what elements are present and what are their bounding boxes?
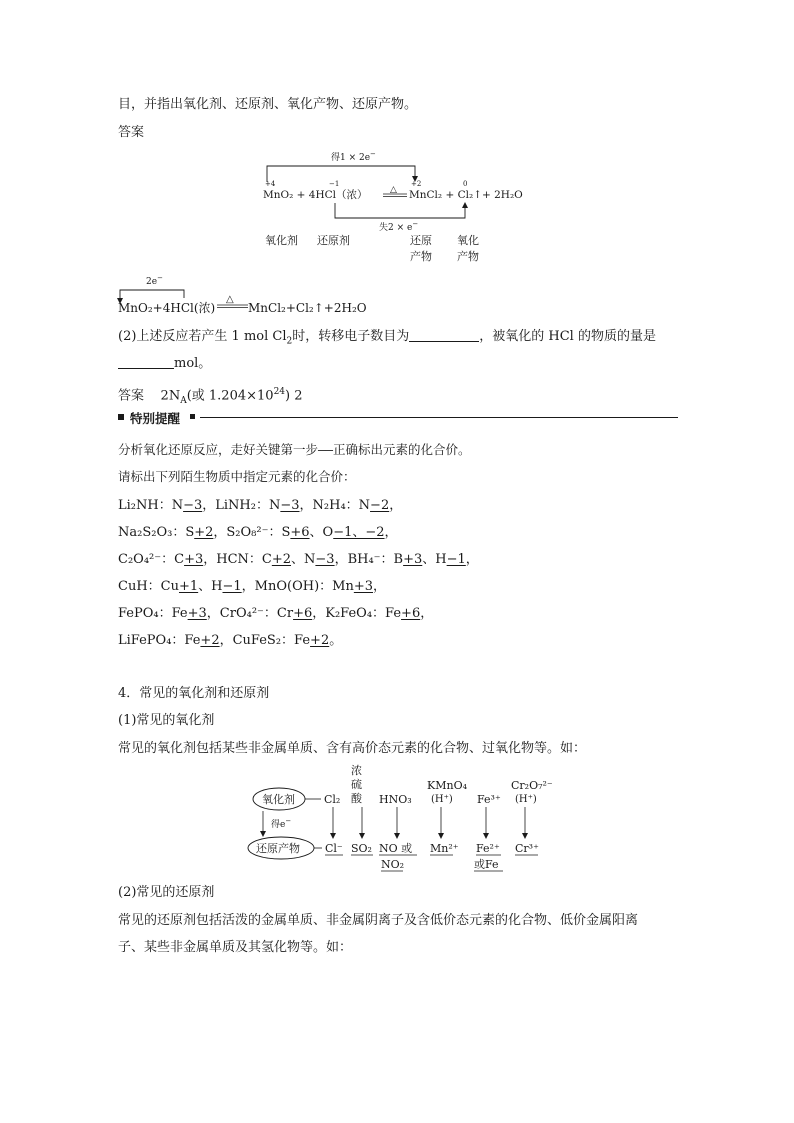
oxidant-diagram: [245, 763, 555, 875]
intro-line: 目，并指出氧化剂、还原剂、氧化产物、还原产物。: [118, 97, 418, 112]
answer-blank-1[interactable]: [409, 328, 479, 342]
role-oxidation-product-1: 氧化: [457, 234, 479, 247]
section-4-desc2a: 常见的还原剂包括活泼的金属单质、非金属阴离子及含低价态元素的化合物、低价金属阳离: [118, 913, 639, 928]
valence-line-1: Li₂NH：N−3，LiNH₂：N−3，N₂H₄：N−2，: [118, 498, 403, 513]
oxidant-conc-2: 硫: [351, 778, 362, 791]
ox-num-cl2: 0: [463, 180, 468, 188]
delta-sign: △: [390, 185, 397, 195]
equation-left: MnO₂ + 4HCl（浓）: [263, 189, 368, 201]
lose-label: 失2 × e−: [379, 220, 419, 233]
ox-num-mn2: +2: [411, 180, 422, 188]
gain-e-label: 得e−: [271, 817, 292, 830]
product-fe: 或Fe: [474, 858, 499, 871]
valence-line-4: CuH：Cu+1、H−1，MnO(OH)：Mn+3，: [118, 579, 387, 594]
reduction-product-label: 还原产物: [256, 842, 300, 855]
eq2-delta: △: [226, 294, 234, 305]
oxidant-conc-1: 浓: [351, 764, 362, 777]
answer-blank-2[interactable]: [118, 355, 174, 369]
valence-line-2: Na₂S₂O₃：S+2，S₂O₈²⁻：S+6、O−1、−2，: [118, 525, 398, 540]
role-reduction-product-1: 还原: [410, 234, 432, 247]
oxidant-conc-3: 酸: [351, 792, 362, 805]
role-oxidation-product-2: 产物: [457, 250, 479, 263]
product-mn2: Mn²⁺: [430, 842, 459, 855]
product-cl-minus: Cl⁻: [325, 842, 343, 855]
valence-line-3: C₂O₄²⁻：C+3，HCN：C+2、N−3，BH₄⁻：B+3、H−1，: [118, 552, 479, 567]
equation-right: MnCl₂ + Cl₂↑+ 2H₂O: [409, 189, 523, 201]
role-reductant: 还原剂: [317, 234, 350, 247]
tip-paragraph-2: 请标出下列陌生物质中指定元素的化合价：: [118, 471, 356, 485]
tip-paragraph-1: 分析氧化还原反应，走好关键第一步——正确标出元素的化合价。: [118, 444, 471, 458]
oxidant-kmno4: KMnO₄: [427, 779, 467, 792]
ox-num-cl: −1: [329, 180, 340, 188]
section-4-sub2: (2)常见的还原剂: [118, 885, 215, 900]
eq2-right: MnCl₂+Cl₂↑+2H₂O: [248, 301, 367, 315]
product-so2: SO₂: [351, 842, 372, 855]
product-cr3: Cr³⁺: [515, 842, 539, 855]
special-tip-header: [118, 410, 678, 426]
valence-line-6: LiFePO₄：Fe+2，CuFeS₂：Fe+2。: [118, 633, 343, 648]
valence-line-5: FePO₄：Fe+3，CrO₄²⁻：Cr+6，K₂FeO₄：Fe+6，: [118, 606, 434, 621]
question-2-cont: mol。: [118, 355, 211, 373]
product-no2: NO₂: [381, 858, 405, 871]
oxidant-cr2o7: Cr₂O₇²⁻: [511, 779, 553, 792]
oxidant-label: 氧化剂: [262, 793, 295, 806]
tip-bullet-icon: [118, 414, 124, 420]
section-4-desc2b: 子、某些非金属单质及其氢化物等。如：: [118, 940, 353, 955]
tip-title: 特别提醒: [130, 411, 181, 426]
redox-equation-diagram: [255, 148, 545, 266]
oxidant-hno3: HNO₃: [379, 793, 412, 806]
answer-2: 答案 $2N_A$(或 $1.204\times 10^{24}$) 2: [118, 387, 303, 406]
oxidant-fe3: Fe³⁺: [477, 793, 501, 806]
oxidant-cr2o7-h: (H⁺): [515, 794, 537, 805]
answer-label: 答案: [118, 125, 145, 140]
question-2: (2)上述反应若产生 1 mol $Cl_2$时，转移电子数目为 ，被氧化的 HCl 的物质的量是: [118, 329, 656, 347]
section-4-sub1: (1)常见的氧化剂: [118, 713, 215, 728]
tip-divider: [200, 417, 678, 418]
product-fe2: Fe²⁺: [476, 842, 500, 855]
oxidant-kmno4-h: (H⁺): [431, 794, 453, 805]
oxidant-cl2: Cl₂: [324, 793, 341, 806]
eq2-left: MnO₂+4HCl(浓): [118, 301, 216, 315]
tip-bullet-icon-2: [190, 414, 195, 419]
ox-num-mn: +4: [265, 180, 276, 188]
product-no: NO 或: [379, 842, 413, 855]
role-reduction-product-2: 产物: [410, 250, 432, 263]
transfer-label: 2e−: [146, 274, 163, 287]
single-line-bridge-equation: [114, 274, 384, 320]
section-4-heading: 4．常见的氧化剂和还原剂: [118, 686, 270, 701]
role-oxidant: 氧化剂: [265, 234, 298, 247]
gain-label: 得1 × 2e−: [331, 150, 376, 163]
section-4-desc1: 常见的氧化剂包括某些非金属单质、含有高价态元素的化合物、过氧化物等。如：: [118, 741, 587, 756]
